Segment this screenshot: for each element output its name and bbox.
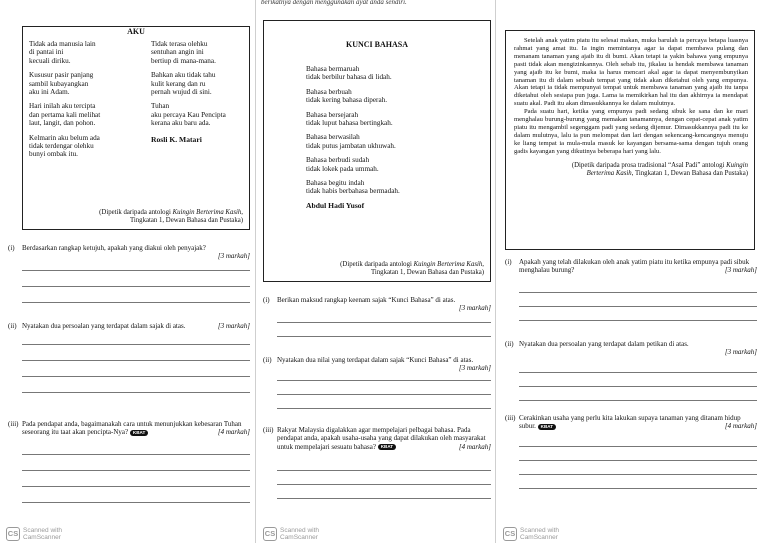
answer-line[interactable] bbox=[277, 380, 491, 381]
poem-stanza: Bahasa berbudi sudah tidak lokek pada ummah. bbox=[306, 156, 379, 173]
question-text: Nyatakan dua nilai yang terdapat dalam sajak “Kunci Bahasa” di atas. bbox=[277, 356, 474, 364]
answer-line[interactable] bbox=[519, 320, 757, 321]
poem-source: (Dipetik daripada antologi Kuingin Berterima Kasih, Tingkatan 1, Dewan Bahasa dan Pustaka) bbox=[99, 209, 243, 224]
prose-box-asal-padi bbox=[505, 30, 755, 250]
poem-stanza: Bahasa berwasilah tidak putus jambatan ukhuwah. bbox=[306, 133, 396, 150]
question-marks: [3 markah] bbox=[458, 304, 491, 313]
answer-line[interactable] bbox=[519, 488, 757, 489]
poem-title: KUNCI BAHASA bbox=[345, 40, 408, 49]
prose-paragraph: Pada suatu hari, ketika yang empunya padi sedang sibuk ke sana dan ke mari menghalau burung-burung yang memakan tanamannya, dengan cepat-cepat anak yatim piatu itu mengambil segenggam padi yang sedang dijemur. Dimasukkannya padi itu ke dalam mulutnya, lalu ia pun melompat dan lari dengan sekencang-kencangnya menuju ke liang tempat ia mula-mula masuk ke kayangan bersama-sama dengan tujuh orang gadis kayangan yang dikutinya beberapa hari yang lalu. bbox=[514, 108, 748, 155]
poem-source: (Dipetik daripada antologi Kuingin Berterima Kasih, Tingkatan 1, Dewan Bahasa dan Pustaka) bbox=[340, 261, 484, 276]
answer-line[interactable] bbox=[22, 486, 250, 487]
answer-line[interactable] bbox=[519, 292, 757, 293]
answer-line[interactable] bbox=[22, 286, 250, 287]
answer-line[interactable] bbox=[277, 484, 491, 485]
poem-stanza: Bahasa berbuah tidak kering bahasa diperah. bbox=[306, 87, 388, 105]
question-text: Berikan maksud rangkap keenam sajak “Kunci Bahasa” di atas. bbox=[277, 296, 456, 304]
poem-right-column bbox=[151, 40, 255, 144]
kbat-badge: KBAT bbox=[538, 424, 556, 430]
answer-line[interactable] bbox=[22, 344, 250, 345]
answer-line[interactable] bbox=[22, 392, 250, 393]
poem-stanza: Tuhan aku percaya Kau Pencipta kerana aku baru ada. bbox=[151, 102, 226, 128]
answer-line[interactable] bbox=[519, 386, 757, 387]
answer-line[interactable] bbox=[277, 408, 491, 409]
question-text: Cerakinkan usaha yang perlu kita lakukan supaya tanaman yang ditanam hidup subur. bbox=[519, 414, 741, 431]
poem-stanza: Tidak ada manusia lain di pantai ini kecuali diriku. bbox=[29, 40, 96, 65]
camscanner-logo-icon: CS bbox=[263, 527, 277, 541]
answer-line[interactable] bbox=[277, 470, 491, 471]
prose-paragraph: Setelah anak yatim piatu itu selesai makan, muka barulah ia percaya betapa luasnya rahmat yang amat itu. Ia ingin memintanya agar ia dapat membawa pulang dan menanam tanaman yang ajaib itu di bumi. Akan tetapi ia yakin bahawa yang empunya pasti tidak akan mengizinkannya. Oleh sebab itu, jikalau ia hendak membawa tanaman yang ajaib itu ke bumi, maka ia harus mencari akal agar ia dapat menyembunyikan tanaman itu di dalam sebuah tempat yang tidak akan diketahui oleh yang empunya. Akan tetapi ia tidak mempunyai tempat untuk membawa tanaman yang ajaib itu tanpa diketahui oleh sesiapa pun juga. Lama ia memikirkan hal itu dan akhirnya ia mendapat suatu akal. Padi itu akan dimasukkannya ke dalam mulutnya. bbox=[514, 37, 748, 108]
camscanner-logo-icon: CS bbox=[503, 527, 517, 541]
question-marks: [3 markah] bbox=[217, 252, 250, 261]
answer-line[interactable] bbox=[277, 394, 491, 395]
question-text: Rakyat Malaysia digalakkan agar mempelajari pelbagai bahasa. Pada pendapat anda, apakah usaha-usaha yang dapat dilakukan oleh masyarakat untuk mempelajari sesuatu bahasa? bbox=[277, 426, 486, 451]
answer-line[interactable] bbox=[22, 454, 250, 455]
question-marks: [3 markah] bbox=[724, 348, 757, 357]
poem-stanza: Bahasa begitu indah tidak habis berbahasa bermadah. bbox=[306, 179, 400, 196]
poem-author: Rosli K. Matari bbox=[151, 134, 202, 144]
poem-stanza: Bahkan aku tidak tahu kulit kerang dan ru pernah wujud di sini. bbox=[151, 71, 216, 97]
page-1: AKU Tidak ada manusia lain di pantai ini kecuali diriku. Kususur pasir panjang sambil kubayangkan aku ini Adam. Hari inilah aku tercipta dan pertama kali melihat laut, langit, dan pohon. Kelmarin aku belum ada tidak terdengar olehku bunyi ombak itu. Tidak terasa olehku sentuhan angin ini bertiup di mana-mana. Bahkan aku tidak tahu kulit kerang dan ru pernah wujud di sini. Tuhan aku percaya Kau Pencipta kerana aku baru ada. Rosli K. Matari (Dipetik daripada antologi Kuingin Berterima Kasih, Tingkatan 1, Dewan Bahasa dan Pustaka) (i) Berdasarkan rangkap ketujuh, apakah yang diakui oleh penyajak? [3 markah] (ii) Nyatakan dua persoalan yang terdapat dalam sajak di atas. [3 markah] (iii) Pada pendapat anda, bagaimanakah cara untuk menunjukkan kebesaran Tuhan seseorang itu taat akan pencipta-Nya? KBAT [4 markah] CS Scanned with CamScanner bbox=[0, 0, 256, 543]
prose-source: (Dipetik daripada prosa tradisional “Asal Padi” antologi Kuingin Berterima Kasih, Tingkatan 1, Dewan Bahasa dan Pustaka) bbox=[571, 161, 748, 177]
question-text: Nyatakan dua persoalan yang terdapat dalam sajak di atas. bbox=[22, 322, 186, 330]
answer-line[interactable] bbox=[22, 470, 250, 471]
answer-line[interactable] bbox=[519, 446, 757, 447]
question-marks: [4 markah] bbox=[217, 428, 250, 437]
poem-stanza: Hari inilah aku tercipta dan pertama kali melihat laut, langit, dan pohon. bbox=[29, 102, 101, 128]
answer-line[interactable] bbox=[519, 474, 757, 475]
poem-title: AKU bbox=[127, 27, 145, 36]
cut-off-instruction: berikatnya dengan menggunakan ayat anda sendiri. bbox=[261, 0, 407, 6]
question-text: Apakah yang telah dilakukan oleh anak yatim piatu itu ketika empunya padi sibuk menghalau burung? bbox=[519, 258, 750, 275]
page-2: berikatnya dengan menggunakan ayat anda sendiri. KUNCI BAHASA Bahasa bermaruah tidak berbilur bahasa di lidah. Bahasa berbuah tidak kering bahasa diperah. Bahasa bersejarah tidak luput bahasa bertingkah. Bahasa berwasilah tidak putus jambatan ukhuwah. Bahasa berbudi sudah tidak lokek pada ummah. Bahasa begitu indah tidak habis berbahasa bermadah. Abdul Hadi Yusof (Dipetik daripada antologi Kuingin Berterima Kasih, Tingkatan 1, Dewan Bahasa dan Pustaka) (i) Berikan maksud rangkap keenam sajak “Kunci Bahasa” di atas. [3 markah] (ii) Nyatakan dua nilai yang terdapat dalam sajak “Kunci Bahasa” di atas. [3 markah] (iii) Rakyat Malaysia digalakkan agar mempelajari pelbagai bahasa. Pada pendapat anda, apakah usaha-usaha yang dapat dilakukan oleh masyarakat untuk mempelajari sesuatu bahasa? KBAT [4 markah] CS Scanned with CamScanner bbox=[257, 0, 496, 543]
question-marks: [3 markah] bbox=[724, 266, 757, 275]
poem-author: Abdul Hadi Yusof bbox=[306, 200, 365, 210]
answer-line[interactable] bbox=[22, 502, 250, 503]
question-text: Berdasarkan rangkap ketujuh, apakah yang diakui oleh penyajak? bbox=[22, 244, 206, 252]
poem-box-kunci-bahasa bbox=[263, 20, 491, 282]
answer-line[interactable] bbox=[22, 376, 250, 377]
poem-stanza: Kususur pasir panjang sambil kubayangkan aku ini Adam. bbox=[29, 71, 94, 97]
answer-line[interactable] bbox=[277, 322, 491, 323]
question-marks: [3 markah] bbox=[217, 322, 250, 330]
camscanner-watermark: CS Scanned with CamScanner bbox=[7, 527, 63, 541]
answer-line[interactable] bbox=[277, 498, 491, 499]
kbat-badge: KBAT bbox=[130, 430, 148, 436]
camscanner-watermark: CS Scanned with CamScanner bbox=[504, 527, 560, 541]
poem-stanza: Tidak terasa olehku sentuhan angin ini bertiup di mana-mana. bbox=[151, 40, 216, 65]
answer-line[interactable] bbox=[22, 302, 250, 303]
page-3: Setelah anak yatim piatu itu selesai makan, muka barulah ia percaya betapa luasnya rahmat yang amat itu. Ia ingin memintanya agar ia dapat membawa pulang dan menanam tanaman yang ajaib itu di bumi. Akan tetapi ia yakin bahawa yang empunya pasti tidak akan mengizinkannya. Oleh sebab itu, jikalau ia hendak membawa tanaman yang ajaib itu ke bumi, maka ia harus mencari akal agar ia dapat menyembunyikan tanaman itu di dalam sebuah tempat yang tidak akan diketahui oleh yang empunya. Akan tetapi ia tidak mempunyai tempat untuk membawa tanaman yang ajaib itu tanpa diketahui oleh sesiapa pun juga. Lama ia memikirkan hal itu dan akhirnya ia mendapat suatu akal. Padi itu akan dimasukkannya ke dalam mulutnya. Pada suatu hari, ketika yang empunya padi sedang sibuk ke sana dan ke mari menghalau burung-burung yang memakan tanamannya, dengan cepat-cepat anak yatim piatu itu mengambil segenggam padi yang sedang dijemur. Dimasukkannya padi itu ke dalam mulutnya, lalu ia pun melompat dan lari dengan sekencang-kencangnya menuju ke liang tempat ia mula-mula masuk ke kayangan bersama-sama dengan tujuh orang gadis kayangan yang dikutinya beberapa hari yang lalu. (Dipetik daripada prosa tradisional “Asal Padi” antologi Kuingin Berterima Kasih, Tingkatan 1, Dewan Bahasa dan Pustaka) (i) Apakah yang telah dilakukan oleh anak yatim piatu itu ketika empunya padi sibuk menghalau burung? [3 markah] (ii) Nyatakan dua persoalan yang terdapat dalam petikan di atas. [3 markah] (iii) Cerakinkan usaha yang perlu kita lakukan supaya tanaman yang ditanam hidup subur. KBAT [4 markah] CS Scanned with CamScanner bbox=[497, 0, 768, 543]
answer-line[interactable] bbox=[22, 360, 250, 361]
poem-stanza: Kelmarin aku belum ada tidak terdengar olehku bunyi ombak itu. bbox=[29, 133, 100, 159]
answer-line[interactable] bbox=[277, 336, 491, 337]
poem-body bbox=[306, 65, 486, 210]
answer-line[interactable] bbox=[519, 306, 757, 307]
question-marks: [4 markah] bbox=[458, 442, 491, 451]
answer-line[interactable] bbox=[519, 460, 757, 461]
camscanner-watermark: CS Scanned with CamScanner bbox=[264, 527, 320, 541]
poem-box-aku bbox=[22, 26, 250, 230]
question-text: Nyatakan dua persoalan yang terdapat dalam petikan di atas. bbox=[519, 340, 689, 348]
question-marks: [4 markah] bbox=[724, 422, 757, 431]
answer-line[interactable] bbox=[519, 400, 757, 401]
poem-stanza: Bahasa bermaruah tidak berbilur bahasa di lidah. bbox=[306, 65, 392, 82]
poem-stanza: Bahasa bersejarah tidak luput bahasa bertingkah. bbox=[306, 110, 393, 128]
answer-line[interactable] bbox=[519, 372, 757, 373]
answer-line[interactable] bbox=[22, 270, 250, 271]
question-marks: [3 markah] bbox=[458, 364, 491, 373]
camscanner-logo-icon: CS bbox=[6, 527, 20, 541]
question-text: Pada pendapat anda, bagaimanakah cara untuk menunjukkan kebesaran Tuhan seseorang itu taat akan pencipta-Nya? bbox=[22, 420, 242, 437]
poem-left-column bbox=[29, 40, 133, 165]
kbat-badge: KBAT bbox=[378, 444, 396, 450]
